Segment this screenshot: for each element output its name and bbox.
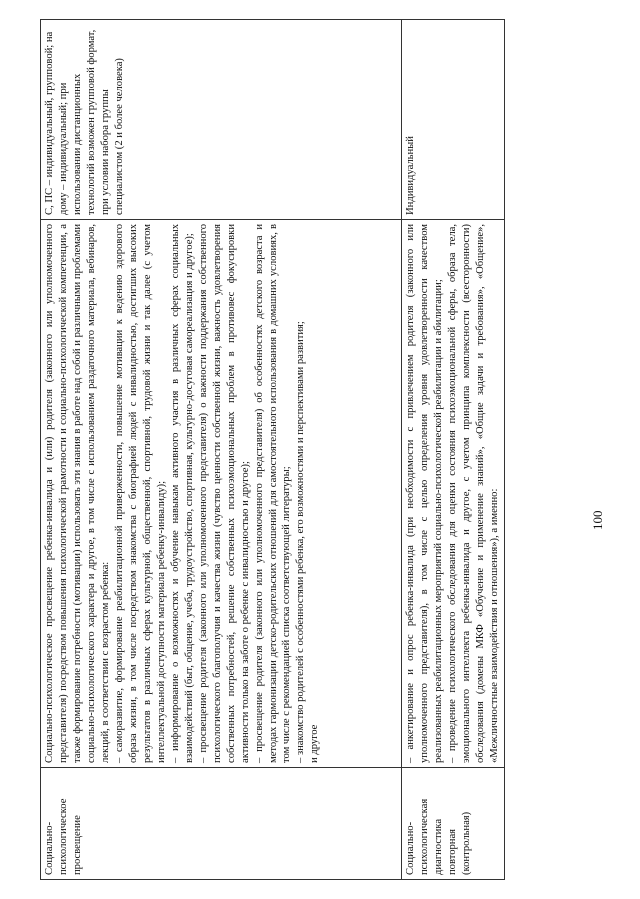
content-paragraph: – знакомство родителей с особенностями ребенка, его возможностями и перспективами развития; [295,321,307,763]
content-paragraph: Социально-психологическое просвещение ребенка-инвалида и (или) родителя (законного или уполномоченного представителя) посредством повышения психологической грамотности и социально-психологической компетенции, а также формирование потребности (мотивации) использовать эти знания в работе над собой и различными проблемами социально-психологического характера и другое, в том числе с использованием раздаточного материала, вебинаров, лекций, в соответствии с возрастом ребенка: [44,224,111,763]
page-number: 100 [590,510,605,530]
service-form: Индивидуальный [405,136,416,215]
content-paragraph: – проведение психологического обследования для оценки состояния психоэмоциональной сферы, образа тела, эмоционального интеллекта ребенка-инвалида и другое, с учетом принципа комплексности (всесторонности) обследования (домены МКФ «Обучение и применение знаний», «Общие задачи и требования», «Общение», «Межличностные взаимодействия и отношения»), а именно: [446,224,500,763]
content-paragraph: и другое [309,724,321,763]
service-form: С, ПС – индивидуальный, групповой; на дому – индивидуальный; при использовании дистанционных технологий возможен групповой формат, при условии набора группы специалистом (2 и более человека) [44,29,125,215]
services-table [40,19,505,880]
service-name: Социально-психологическое просвещение [44,798,83,875]
rotated-page [40,20,630,880]
service-name-cell [41,768,402,880]
service-content-cell [402,220,505,768]
service-form-cell [41,20,402,220]
service-content-cell [41,220,402,768]
table-row [41,20,402,880]
content-paragraph: – просвещение родителя (законного или уполномоченного представителя) об особенностях детского возраста и методах гармонизации детско-родительских отношений для самостоятельного использования в домашних условиях, в том числе с рекомендацией списка соответствующей литературы; [253,224,293,763]
content-paragraph: – просвещение родителя (законного или уполномоченного представителя) о важности поддержания собственного психологического благополучия и качества жизни (чувство ценности собственной жизни, важность удовлетворения собственных потребностей, решение собственных психоэмоциональных проблем в противовес фокусировки активности только на заботе о ребенке с инвалидностью и другое); [197,224,251,763]
service-form-cell [402,20,505,220]
content-paragraph: – анкетирование и опрос ребенка-инвалида (при необходимости с привлечением родителя (законного или уполномоченного представителя), в том числе с целью определения уровня удовлетворенности качеством реализованных реабилитационных мероприятий социально-психологической реабилитации и абилитации; [405,224,444,763]
service-name: Социально-психологическая диагностика повторная (контрольная) [405,798,472,875]
content-paragraph: – саморазвитие, формирование реабилитационной приверженности, повышение мотивации к ведению здорового образа жизни, в том числе посредством знакомства с биографией людей с инвалидностью, достигших высоких результатов в различных сферах культурной, общественной, спортивной, трудовой жизни и так далее (с учетом интеллектуальной доступности материала ребенку-инвалиду); [113,224,167,763]
content-paragraph: – информирование о возможностях и обучение навыкам активного участия в различных сферах социальных взаимодействий (быт, общение, учеба, трудоустройство, спортивная, культурно-досуговая самореализация и другое); [169,224,195,763]
service-name-cell [402,768,505,880]
table-row [402,20,505,880]
